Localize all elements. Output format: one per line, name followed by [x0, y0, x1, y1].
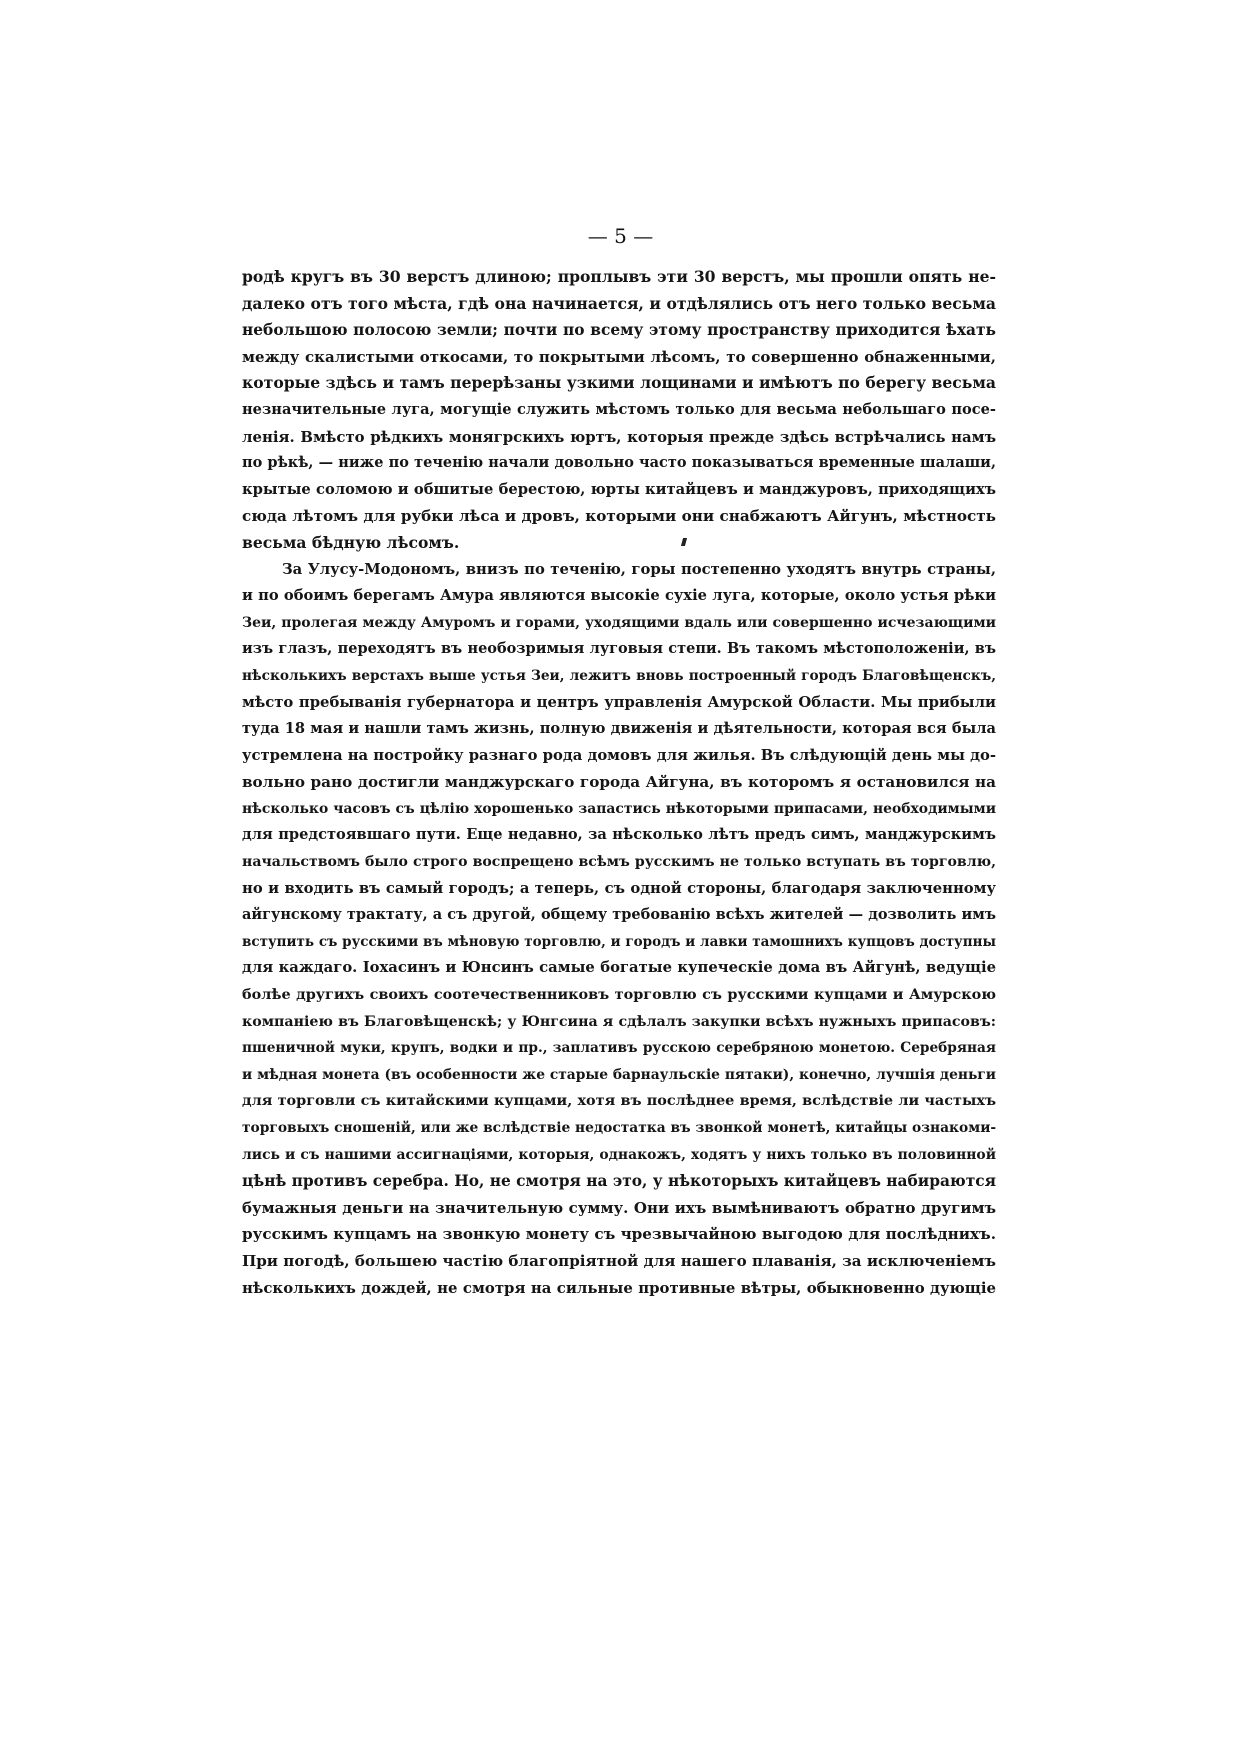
text-line: нѣсколькихъ верстахъ выше устья Зеи, лежитъ вновь построенный городъ Благовѣщенскъ, [242, 667, 996, 684]
text-line: между скалистыми откосами, то покрытыми лѣсомъ, то совершенно обнаженными, [242, 347, 996, 366]
text-line: туда 18 мая и нашли тамъ жизнь, полную движенія и дѣятельности, которая вся была [242, 720, 996, 738]
text-line: бумажныя деньги на значительную сумму. Они ихъ вымѣниваютъ обратно другимъ [242, 1198, 996, 1217]
body-text [242, 264, 996, 1301]
text-line: русскимъ купцамъ на звонкую монету съ чрезвычайною выгодою для послѣднихъ. [242, 1225, 996, 1244]
text-line: нѣсколько часовъ съ цѣлію хорошенько запастись нѣкоторыми припасами, необходимыми [242, 800, 996, 817]
text-line: начальствомъ было строго воспрещено всѣмъ русскимъ не только вступать въ торговлю, [242, 854, 996, 871]
text-line: ленія. Вмѣсто рѣдкихъ монягрскихъ юртъ, которыя прежде здѣсь встрѣчались намъ [242, 427, 996, 446]
text-line: незначительные луга, могущіе служить мѣстомъ только для весьма небольшаго посе- [242, 400, 996, 418]
text-line: для предстоявшаго пути. Еще недавно, за нѣсколько лѣтъ предъ симъ, манджурскимъ [242, 826, 996, 844]
text-line: нѣсколькихъ дождей, не смотря на сильные противные вѣтры, обыкновенно дующіе [242, 1278, 996, 1297]
text-line: крытые соломою и обшитые берестою, юрты китайцевъ и манджуровъ, приходящихъ [242, 480, 996, 498]
text-line: мѣсто пребыванія губернатора и центръ управленія Амурской Области. Мы прибыли [242, 693, 996, 711]
paragraph-end-line: весьма бѣдную лѣсомъ. [242, 532, 460, 552]
text-line: пшеничной муки, крупъ, водки и пр., заплативъ русскою серебряною монетою. Серебряная [242, 1040, 996, 1057]
text-line: и по обоимъ берегамъ Амура являются высокіе сухіе луга, которые, около устья рѣки [242, 587, 996, 605]
paragraph-start-line: За Улусу-Модономъ, внизъ по теченію, горы постепенно уходятъ внутрь страны, [282, 560, 996, 578]
text-line: компаніею въ Благовѣщенскѣ; у Юнгсина я сдѣлалъ закупки всѣхъ нужныхъ припасовъ: [242, 1013, 996, 1030]
text-line: вольно рано достигли манджурскаго города Айгуна, въ которомъ я остановился на [242, 773, 996, 792]
text-line: болѣе другихъ своихъ соотечественниковъ торговлю съ русскими купцами и Амурскою [242, 986, 996, 1004]
page-number: — 5 — [587, 224, 654, 248]
text-line: для каждаго. Іохасинъ и Юнсинъ самые богатые купеческіе дома въ Айгунѣ, ведущіе [242, 959, 996, 977]
text-line: далеко отъ того мѣста, гдѣ она начинается, и отдѣлялись отъ него только весьма [242, 293, 996, 313]
text-line: но и входить въ самый городъ; а теперь, съ одной стороны, благодаря заключенному [242, 879, 996, 897]
text-line: лись и съ нашими ассигнаціями, которыя, однакожъ, ходятъ у нихъ только въ половинной [242, 1146, 996, 1163]
text-line: для торговли съ китайскими купцами, хотя въ послѣднее время, вслѣдствіе ли частыхъ [242, 1092, 996, 1110]
text-line: цѣнѣ противъ серебра. Но, не смотря на это, у нѣкоторыхъ китайцевъ набираются [242, 1172, 996, 1191]
text-line: При погодѣ, большею частію благопріятной для нашего плаванія, за исключеніемъ [242, 1251, 996, 1270]
text-line: сюда лѣтомъ для рубки лѣса и дровъ, которыми они снабжаютъ Айгунъ, мѣстность [242, 507, 996, 526]
text-line: и мѣдная монета (въ особенности же старые барнаульскіе пятаки), конечно, лучшія деньги [242, 1066, 996, 1083]
text-line: небольшою полосою земли; почти по всему этому пространству приходится ѣхать [242, 321, 996, 340]
text-line: родѣ кругъ въ 30 верстъ длиною; проплывъ эти 30 верстъ, мы прошли опять не- [242, 267, 996, 286]
text-line: торговыхъ сношеній, или же вслѣдствіе недостатка въ звонкой монетѣ, китайцы ознакоми- [242, 1120, 997, 1136]
text-line: айгунскому трактату, а съ другой, общему требованію всѣхъ жителей — дозволить имъ [242, 906, 996, 924]
text-line: Зеи, пролегая между Амуромъ и горами, уходящими вдаль или совершенно исчезающими [242, 614, 996, 631]
text-line: вступить съ русскими въ мѣновую торговлю, и городъ и лавки тамошнихъ купцовъ доступны [242, 933, 996, 950]
text-line: по рѣкѣ, — ниже по теченію начали довольно часто показываться временные шалаши, [242, 454, 996, 472]
text-line: которые здѣсь и тамъ перерѣзаны узкими лощинами и имѣютъ по берегу весьма [242, 373, 996, 393]
text-line: устремлена на постройку разнаго рода домовъ для жилья. Въ слѣдующій день мы до- [242, 746, 996, 764]
text-line: изъ глазъ, переходятъ въ необозримыя луговыя степи. Въ такомъ мѣстоположеніи, въ [242, 640, 996, 658]
